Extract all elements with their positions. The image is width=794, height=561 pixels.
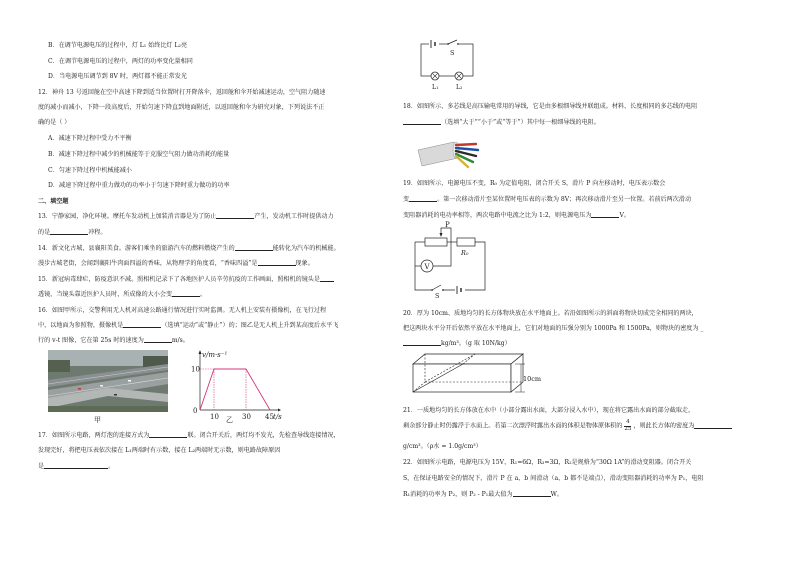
highway-photo-drawing [48, 350, 168, 412]
switch2-contact [442, 289, 444, 291]
q12-line-3: 确的是（ ） [38, 119, 71, 126]
q16-line-3 [38, 337, 189, 345]
q13-text-d: 冲程。 [88, 229, 107, 236]
q16-blank-1[interactable] [123, 322, 161, 328]
q14-text-b: 能转化为汽车的机械能。 [272, 245, 340, 252]
q16-line-1: 16．如图甲所示，交警利用无人机对高速公路通行情况进行实时监测。无人机上安装有摄像机，在飞行过程 [38, 307, 327, 314]
q15-line-1 [38, 276, 334, 284]
q17-line-1 [38, 432, 340, 440]
q15-text-a: 15．新冠病毒肆疟，防疫意识不减。照相机记录下了各地医护人员辛劳抗疫的工作画面，照相机的镜头是 [38, 276, 320, 283]
highway-photo [48, 350, 168, 412]
vt-x30: 30 [242, 413, 251, 421]
fig-yi-label: 乙 [226, 416, 233, 424]
vt-y10: 10 [191, 365, 200, 374]
voltmeter-label: V [424, 263, 430, 271]
q16-text-e: m/s。 [171, 337, 189, 344]
battery-gap [429, 42, 439, 46]
q21-line-3: g/cm³。（ρ水 = 1.0g/cm³） [403, 443, 482, 450]
cuboid-front [413, 364, 511, 392]
vt-ylabel: v/m·s⁻¹ [202, 351, 228, 359]
q16-line-2 [38, 322, 338, 330]
q22-line-1: 22．如图所示电路，电源电压为 15V，R₁=6Ω，R₃=3Ω，R₂是规格为“30Ω 1A”的滑动变阻器。闭合开关 [403, 459, 692, 466]
slider-arrow [440, 233, 443, 237]
q14-text-a: 14．新文化古城，县襄阳美食。游客们乘坐的旅游汽车的燃料燃烧产生的 [38, 245, 235, 252]
q12-line-1: 12．神舟 13 号返回舱在空中高速下降到适当位置时打开降落伞，返回舱和伞开始减速运动，空气阻力随速 [38, 89, 326, 96]
q22-blank[interactable] [513, 491, 551, 497]
q14-blank-2[interactable] [258, 260, 296, 266]
q12-line-2: 度的减小而减小，下降一段高度后，开始匀速下降直到地面附近，以返回舱和伞为研究对象，下列说法不正 [38, 104, 325, 111]
vt-x45: 45 [265, 413, 274, 421]
section-heading: 二、填空题 [38, 198, 69, 205]
q15-blank-1[interactable] [320, 276, 334, 282]
q11-option-c: C．在调节电源电压的过程中，两灯的功率变化量相同 [48, 58, 193, 65]
q15-text-b: 透镜，当镜头靠近医护人员时，所成像的大小会变 [38, 291, 173, 298]
q15-blank-2[interactable] [172, 291, 200, 297]
q19-line-2 [403, 196, 691, 204]
q14-text-c: 漫步古城老街，会闻到襄阳牛肉面四溢的香味，从物理学的角度看，“香味四溢”是 [38, 260, 258, 267]
cuboid-figure [411, 352, 551, 400]
q21-text-b2: ，则此长方体的密度为 [633, 422, 695, 430]
q19-line-3 [403, 212, 630, 220]
vt-line [200, 369, 270, 410]
q18-blank[interactable] [403, 119, 441, 125]
multicore-cable [418, 140, 480, 174]
q19-blank-2[interactable] [591, 212, 619, 218]
q19-text-c: 。第一次移动滑片至某位置时电压表的示数为 8V；再次移动滑片至另一位置。若前后两次滑动 [437, 196, 692, 203]
q19-line-1 [403, 180, 665, 188]
q22-text-c: R₁消耗的功率为 P₂，则 P₂ - P₁最大值为 [403, 491, 513, 498]
q22-text-d: W。 [550, 491, 563, 498]
q21-blank[interactable] [694, 423, 732, 429]
q18-line-1: 18．如图所示，多芯线是高压输电常用的导线，它是由多根细导线并联组成。材料、长度相同的多芯线的电阻 [403, 103, 698, 110]
switch-label: S [450, 49, 455, 57]
series-circuit [419, 38, 475, 90]
r0-body [457, 238, 475, 246]
q20-line-1: 20．厚为 10cm、质地均匀的长方体物块放在水平地面上。若沿如图所示的斜面将物块切成完全相同的两块， [403, 310, 698, 317]
q18-text-b: （选填“大于”“小于”或“等于”）其中每一根细导线的电阻。 [441, 119, 600, 126]
vt-graph [188, 350, 288, 420]
q21-line-2 [403, 420, 732, 432]
q13-text-a: 13．宁静家园，净化环境。摩托车发动机上加装消音器是为了防止 [38, 213, 217, 220]
q13-line-2 [38, 229, 106, 237]
q19-text-e: V。 [619, 212, 630, 219]
cable-drawing [418, 140, 480, 174]
q21-frac-num: 4 [626, 419, 630, 425]
q17-text-b: 联。闭合开关后，两灯均不发光，先检查导线连接情况， [187, 432, 340, 439]
switch2-label: S [435, 292, 440, 300]
switch-contact [457, 43, 459, 45]
q13-line-1 [38, 213, 334, 221]
q17-blank-1[interactable] [149, 432, 187, 438]
q19-text-d: 变阻器消耗的电功率相等，两次电路中电流之比为 1:2，则电源电压为 [403, 212, 592, 219]
q22-line-3 [403, 491, 563, 499]
circuit-wire [421, 44, 473, 76]
q18-line-2 [403, 119, 600, 127]
q20-line-3 [403, 340, 511, 348]
rheostat-circuit [411, 222, 489, 298]
q17-text-a: 17．如图所示电路，两灯泡的连接方式为 [38, 432, 150, 439]
vt-y0: 0 [193, 407, 198, 415]
q16-text-c: （选填“运动”或“静止”）的；图乙是无人机上升到某高度后水平飞 [161, 322, 339, 329]
q13-text-c: 的是 [38, 229, 51, 236]
fig-jia-label: 甲 [94, 416, 101, 424]
q15-line-2 [38, 291, 206, 299]
q22-line-2: S，在保证电路安全的情况下，滑片 P 在 a、b 间滑动（a、b 都不是端点），滑动变阻器消耗的功率为 P₁，电阻 [403, 475, 704, 482]
q19-blank-1[interactable] [409, 196, 437, 202]
q12-option-c: C．匀速下降过程中机械能减小 [48, 167, 132, 174]
q19-text-a: 19．如图所示，电源电压不变，R₀ 为定值电阻，闭合开关 S，滑片 P 向左移动时，电压表示数会 [403, 180, 666, 187]
q20-line-2: 把这两块水平分开后依然平放在水平地面上，它们对地面的压强分别为 1000Pa 和 1500Pa，则物块的密度为 _ [403, 325, 704, 332]
q21-fraction [624, 420, 631, 432]
q14-blank-1[interactable] [235, 245, 273, 251]
q13-text-b: 产生，发动机工作时提供动力 [254, 213, 334, 220]
q21-line-1: 21．一质地均匀的长方体放在水中（小部分露出水面，大部分浸入水中），现在将它露出水面的部分截取走， [403, 407, 695, 414]
q12-option-b: B．减速下降过程中减少的机械能等于克服空气阻力做功消耗的能量 [48, 151, 230, 158]
q17-text-d: 是 [38, 463, 45, 470]
q19-text-b: 变 [403, 196, 410, 203]
q16-text-d: 行的 v-t 图像，它在第 25s 时的速度为 [38, 337, 144, 344]
lamp-l2-label: L₂ [456, 84, 463, 91]
q13-blank-2[interactable] [50, 229, 88, 235]
q12-option-d: D．减速下降过程中重力做功的功率小于匀速下降时重力做功的功率 [48, 182, 230, 189]
q14-line-2 [38, 260, 314, 268]
q21-frac-den: 25 [624, 425, 632, 432]
q16-blank-2[interactable] [144, 337, 172, 343]
vt-x10: 10 [210, 413, 219, 421]
q17-text-e: 。 [108, 463, 115, 470]
q16-text-b: 中，以地面为参照物，摄像机是 [38, 322, 124, 329]
q21-text-b1: 剩余部分静止时仍露浮于水面上。若第二次漂浮时露出水面的体积是物体原体积的 [403, 422, 623, 430]
q17-line-3 [38, 463, 114, 471]
switch2-lever [432, 285, 441, 290]
lamp-l1-label: L₁ [432, 84, 439, 91]
cuboid-top [413, 354, 523, 364]
vt-xlabel: t/s [273, 413, 282, 421]
q11-option-b: B．在调节电源电压的过程中，灯 L₁ 始终比灯 L₂亮 [48, 42, 188, 49]
q17-line-2: 发现完好，将把电压表依次接在 L₁两端时有示数，接在 L₂两端时无示数，则电路故障原因 [38, 447, 281, 454]
q13-blank-1[interactable] [216, 213, 254, 219]
q14-text-d: 现象。 [295, 260, 314, 267]
battery2-gap [455, 286, 465, 294]
slider-label: P [445, 221, 450, 229]
r0-label: R₀ [461, 249, 469, 257]
rheostat-body [425, 238, 447, 246]
dim-label: 10cm [523, 375, 542, 383]
q17-blank-2[interactable] [44, 463, 108, 469]
q15-text-c: 。 [200, 291, 207, 298]
q12-option-a: A．减速下降过程中受力不平衡 [48, 135, 132, 142]
q11-option-d: D．当电源电压调节到 8V 时，两灯都不能正常发光 [48, 73, 187, 80]
q14-line-1 [38, 245, 340, 253]
q20-text-c: kg/m³。（g 取 10N/kg） [441, 340, 511, 347]
q20-blank[interactable] [403, 340, 441, 346]
vt-x-arrow [278, 409, 281, 412]
